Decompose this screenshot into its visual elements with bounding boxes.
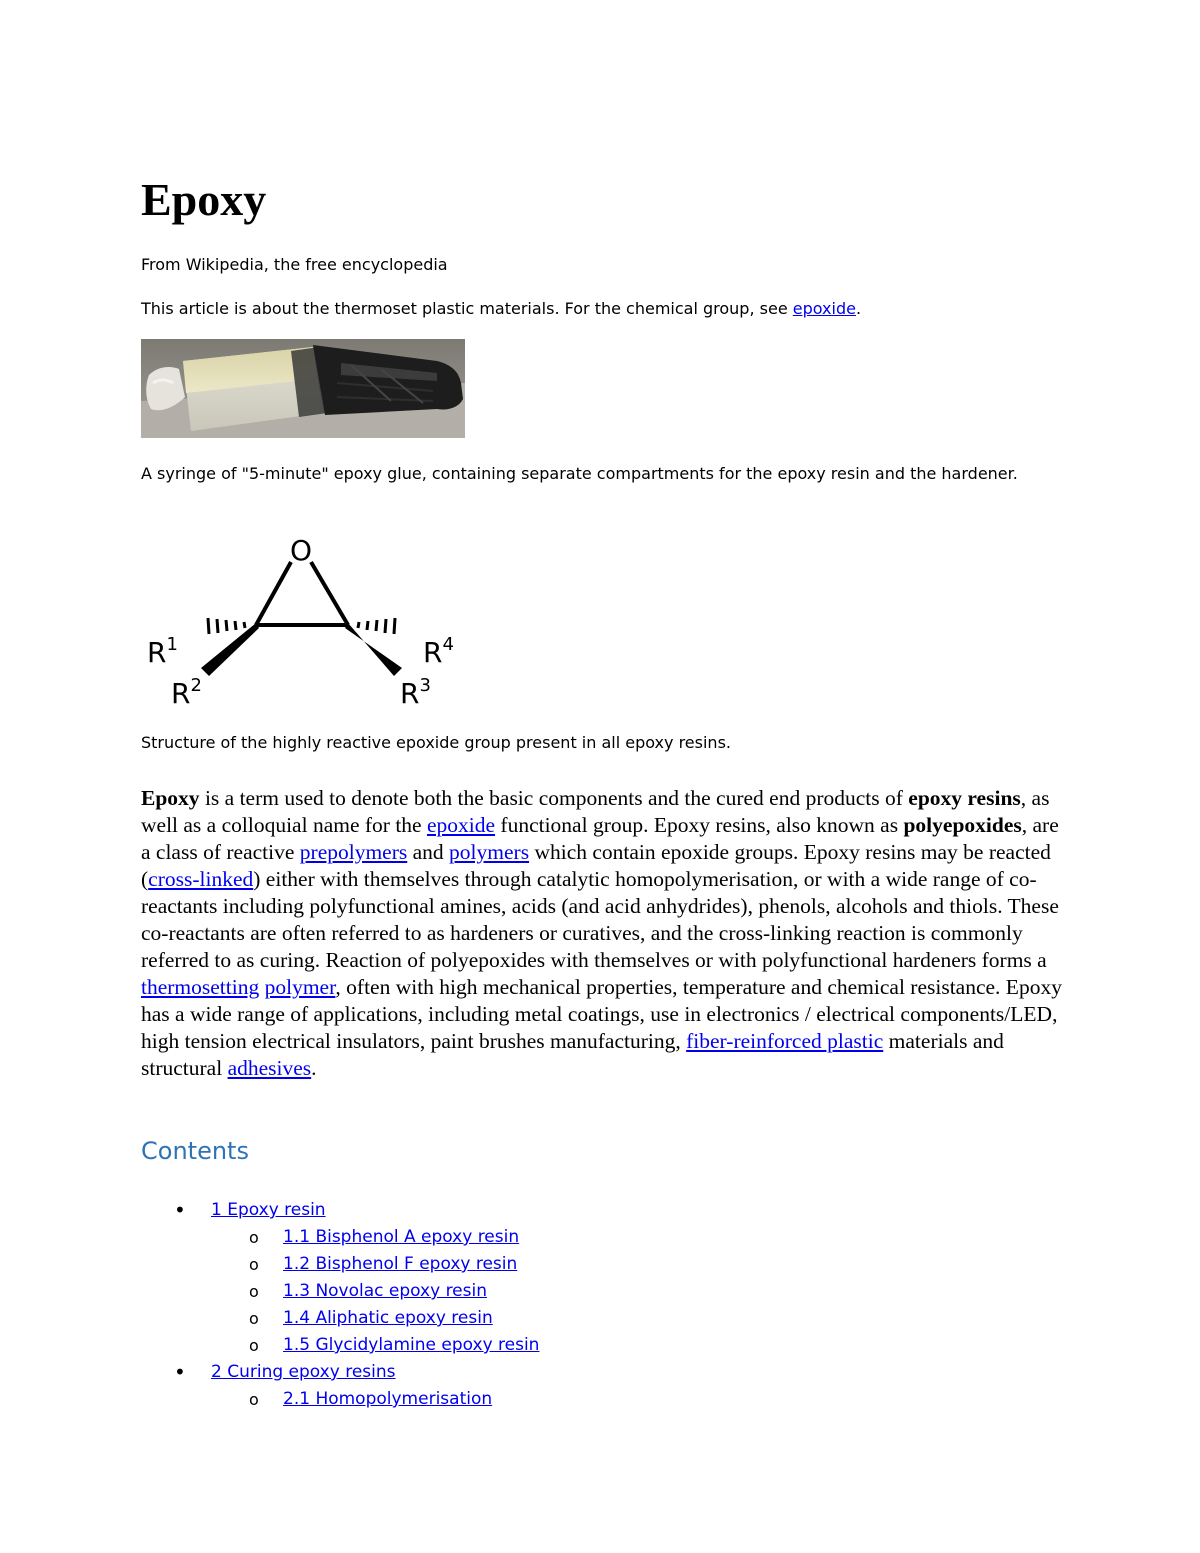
link-polymers[interactable]: polymers <box>449 840 530 864</box>
hashed-bond-left <box>208 618 245 634</box>
body-text-9: , often with high mechanical properties, temperature and chemical resistance. Epoxy has a wide range of applications, including metal coatings, use in electronics / electrical components/LED, high tension electrical insulators, paint brushes manufacturing, <box>141 975 1062 1053</box>
syringe-illustration <box>141 339 465 438</box>
toc-item <box>141 1278 539 1305</box>
epoxy-syringe-photo <box>141 339 465 438</box>
table-of-contents <box>141 1197 539 1413</box>
link-polymer[interactable]: polymer <box>264 975 336 999</box>
toc-link-aliphatic[interactable]: 1.4 Aliphatic epoxy resin <box>283 1308 493 1328</box>
r3-label: $R^3$ <box>400 675 431 710</box>
toc-link-homopolymerisation[interactable]: 2.1 Homopolymerisation <box>283 1389 493 1409</box>
toc-item <box>141 1197 539 1224</box>
toc-link-novolac[interactable]: 1.3 Novolac epoxy resin <box>283 1281 487 1301</box>
article-body <box>141 785 1066 1082</box>
hatnote-end: . <box>855 299 862 318</box>
body-text-1: is a term used to denote both the basic components and the cured end products of <box>199 786 909 810</box>
hatnote <box>141 297 861 321</box>
body-text-5: and <box>407 840 450 864</box>
toc-link-glycidylamine[interactable]: 1.5 Glycidylamine epoxy resin <box>283 1335 540 1355</box>
contents-heading: Contents <box>141 1137 249 1165</box>
hatnote-epoxide-link[interactable]: epoxide <box>792 299 856 318</box>
toc-item <box>141 1251 539 1278</box>
toc-link-bisphenol-a[interactable]: 1.1 Bisphenol A epoxy resin <box>283 1227 520 1247</box>
structure-caption: Structure of the highly reactive epoxide group present in all epoxy resins. <box>141 733 731 752</box>
toc-link-curing[interactable]: 2 Curing epoxy resins <box>211 1362 396 1382</box>
photo-caption: A syringe of "5-minute" epoxy glue, containing separate compartments for the epoxy resin and the hardener. <box>141 464 1018 483</box>
r2-label: $R^2$ <box>171 675 202 710</box>
link-fiber-reinforced-plastic[interactable]: fiber-reinforced plastic <box>686 1029 884 1053</box>
body-text-2: , as well as a colloquial name for the <box>141 786 1050 837</box>
r1-label: $R^1$ <box>147 634 178 669</box>
page-subtitle: From Wikipedia, the free encyclopedia <box>141 255 448 274</box>
epoxide-structure-diagram <box>141 530 471 720</box>
toc-item <box>141 1386 539 1413</box>
link-cross-linked[interactable]: cross-linked <box>148 867 254 891</box>
toc-item <box>141 1305 539 1332</box>
r4-label: $R^4$ <box>423 634 454 669</box>
bond-o-left <box>256 562 291 625</box>
toc-item <box>141 1224 539 1251</box>
body-text-11: . <box>311 1056 317 1080</box>
body-text-4: , are a class of reactive <box>141 813 1059 864</box>
body-text-6: which contain epoxide groups. Epoxy resins may be reacted ( <box>141 840 1051 891</box>
term-epoxy: Epoxy <box>141 786 200 810</box>
link-epoxide[interactable]: epoxide <box>426 813 496 837</box>
body-text-3: functional group. Epoxy resins, also known as <box>495 813 904 837</box>
toc-link-epoxy-resin[interactable]: 1 Epoxy resin <box>211 1200 326 1220</box>
term-epoxy-resins: epoxy resins <box>908 786 1021 810</box>
body-text-10: materials and structural <box>141 1029 1004 1080</box>
link-adhesives[interactable]: adhesives <box>227 1056 312 1080</box>
hashed-bond-right <box>358 618 395 634</box>
body-text-7: ) either with themselves through catalytic homopolymerisation, or with a wide range of co-reactants including polyfunctional amines, acids (and acid anhydrides), phenols, alcohols and thiols. These co-reactants are often referred to as hardeners or curatives, and the cross-linking reaction is commonly referred to as curing. Reaction of polyepoxides with themselves or with polyfunctional hardeners forms a <box>141 867 1059 972</box>
bond-o-right <box>311 562 348 625</box>
toc-link-bisphenol-f[interactable]: 1.2 Bisphenol F epoxy resin <box>283 1254 518 1274</box>
link-prepolymers[interactable]: prepolymers <box>299 840 408 864</box>
term-polyepoxides: polyepoxides <box>903 813 1022 837</box>
oxygen-label: O <box>289 534 313 567</box>
toc-item <box>141 1332 539 1359</box>
hatnote-text: This article is about the thermoset plastic materials. For the chemical group, see <box>141 299 793 318</box>
link-thermosetting[interactable]: thermosetting <box>141 975 260 999</box>
page-title: Epoxy <box>141 174 267 225</box>
toc-item <box>141 1359 539 1386</box>
